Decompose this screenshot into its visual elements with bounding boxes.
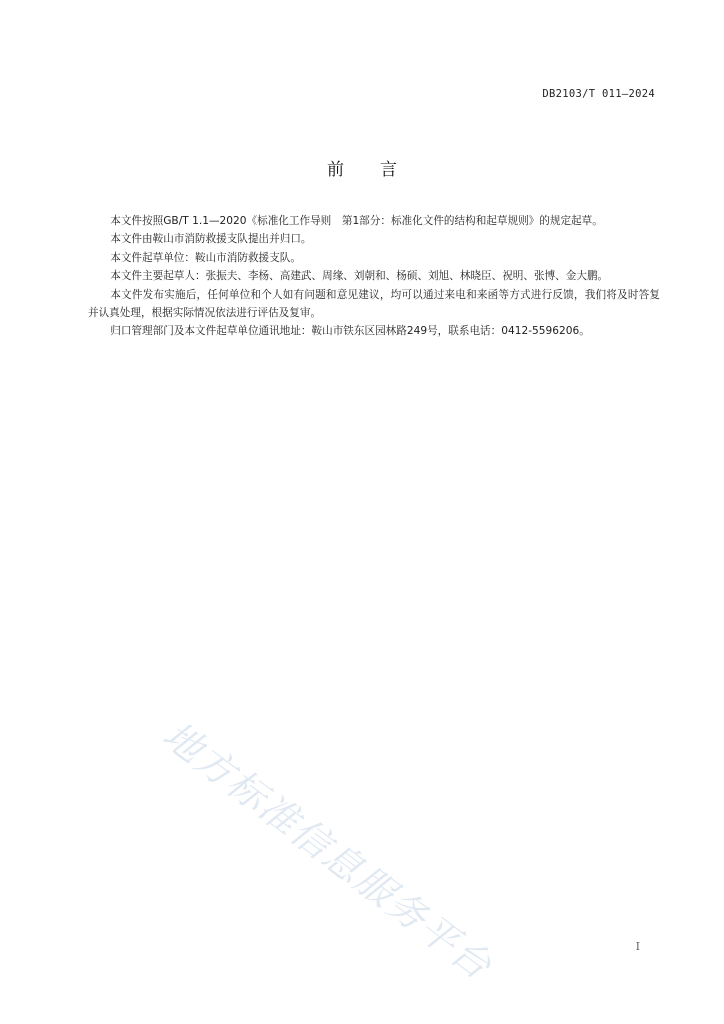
paragraph-proposer: 本文件由鞍山市消防救援支队提出并归口。 — [110, 233, 312, 246]
document-code: DB2103/T 011—2024 — [542, 88, 655, 100]
paragraph-drafting-basis: 本文件按照GB/T 1.1—2020《标准化工作导则 第1部分：标准化文件的结构和起草规则》的规定起草。 — [110, 215, 603, 227]
paragraph-drafting-unit: 本文件起草单位：鞍山市消防救援支队。 — [110, 251, 301, 264]
section-title: 前言 — [327, 160, 433, 180]
paragraph-contact: 归口管理部门及本文件起草单位通讯地址：鞍山市铁东区园林路249号，联系电话：0412-5596206。 — [110, 325, 590, 338]
paragraph-drafters: 本文件主要起草人：张振夫、李杨、高建武、周缘、刘朝和、杨硕、刘旭、林晓臣、祝明、张博、金大鹏。 — [110, 270, 609, 283]
page-number: I — [635, 940, 640, 953]
watermark: 地方标准信息服务平台 — [154, 712, 501, 989]
paragraph-feedback: 本文件发布实施后，任何单位和个人如有问题和意见建议，均可以通过来电和来函等方式进行反馈，我们将及时答复并认真处理，根据实际情况依法进行评估及复审。 — [88, 288, 660, 320]
body-text — [88, 212, 660, 341]
